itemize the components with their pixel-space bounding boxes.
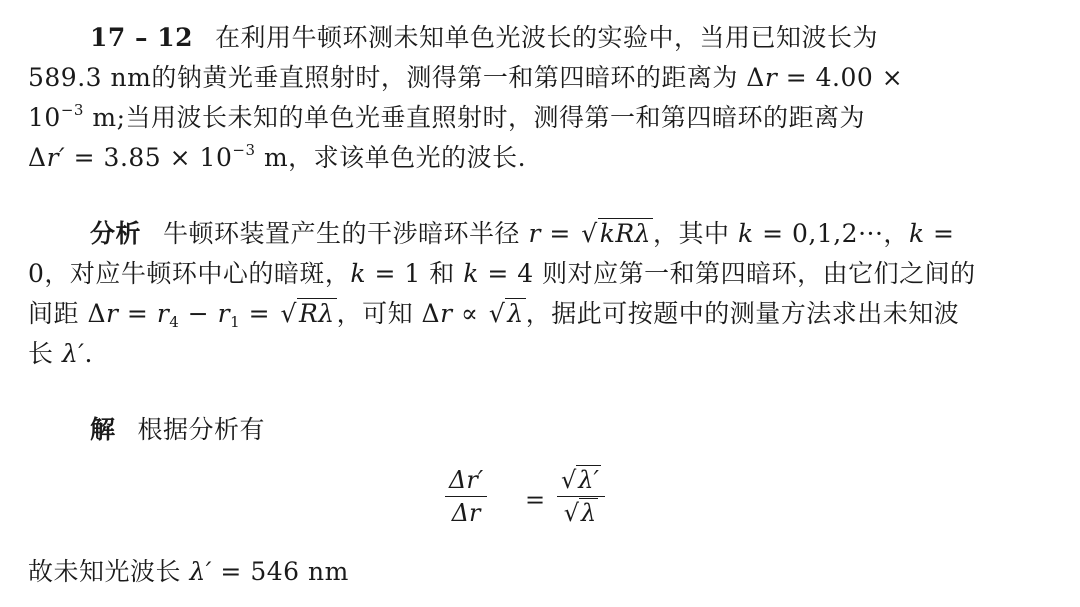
analysis-label: 分析 bbox=[90, 219, 142, 248]
analysis-text-2a: 0，对应牛顿环中心的暗斑， bbox=[28, 259, 351, 288]
subscript-4: 4 bbox=[169, 313, 180, 331]
var-k: k bbox=[908, 219, 925, 248]
analysis-text-3a: 间距 Δ bbox=[28, 299, 107, 328]
analysis-text-3c: ，据此可按题中的测量方法求出未知波 bbox=[525, 299, 960, 328]
problem-line-1 bbox=[90, 18, 1058, 58]
var-r: r bbox=[106, 299, 119, 328]
sqrt-body: λ bbox=[581, 499, 597, 527]
equals: = bbox=[118, 299, 157, 328]
proportional-symbol: ∝ bbox=[452, 299, 487, 328]
analysis-line-1 bbox=[90, 214, 1058, 254]
result-text: 故未知光波长 bbox=[28, 557, 190, 586]
var-k: k bbox=[463, 259, 479, 288]
solution-line bbox=[90, 410, 1058, 450]
sqrt-body: kRλ bbox=[599, 219, 652, 248]
sqrt-kRlambda: √kRλ bbox=[581, 219, 652, 248]
var-lambda-prime: λ′ bbox=[189, 557, 212, 586]
analysis-line-4 bbox=[28, 334, 1058, 374]
analysis-text-2c: = 4 则对应第一和第四暗环，由它们之间的 bbox=[478, 259, 976, 288]
minus: − bbox=[179, 299, 218, 328]
var-r4: r bbox=[156, 299, 170, 328]
equals: = bbox=[525, 486, 546, 514]
sqrt-body: λ′ bbox=[578, 466, 599, 494]
power-exponent: −3 bbox=[60, 101, 84, 119]
fraction-sqrt-lambda bbox=[557, 466, 605, 527]
fraction-delta-r bbox=[445, 466, 487, 527]
problem-line-4 bbox=[28, 138, 1058, 178]
problem-line-3 bbox=[28, 98, 1058, 138]
power-exponent: −3 bbox=[232, 141, 256, 159]
subscript-1: 1 bbox=[230, 313, 241, 331]
fraction-numerator: Δr′ bbox=[445, 466, 487, 497]
fraction-denominator: Δr bbox=[451, 499, 481, 527]
power-base: 10 bbox=[28, 103, 61, 132]
var-r: r bbox=[440, 299, 453, 328]
problem-text-1: 在利用牛顿环测未知单色光波长的实验中，当用已知波长为 bbox=[215, 23, 879, 52]
analysis-text-2b: = 1 和 bbox=[366, 259, 464, 288]
problem-line-2 bbox=[28, 58, 1058, 98]
problem-value: = 3.85 × 10 bbox=[65, 143, 233, 172]
analysis-text-4a: 长 bbox=[28, 339, 62, 368]
equation-ratio bbox=[445, 466, 645, 546]
problem-text-3: m;当用波长未知的单色光垂直照射时，测得第一和第四暗环的距离为 bbox=[83, 103, 866, 132]
solution-text: 根据分析有 bbox=[137, 415, 266, 444]
fraction-denominator: √λ bbox=[563, 499, 597, 527]
var-lambda-prime: λ′ bbox=[61, 339, 85, 368]
equals: = bbox=[540, 219, 580, 248]
result-line bbox=[28, 552, 1058, 592]
problem-text-4: m，求该单色光的波长. bbox=[255, 143, 527, 172]
analysis-text-1a: 牛顿环装置产生的干涉暗环半径 bbox=[163, 219, 529, 248]
analysis-text-3b: ，可知 Δ bbox=[336, 299, 441, 328]
analysis-line-3 bbox=[28, 294, 1058, 334]
var-r1: r bbox=[217, 299, 231, 328]
var-r: r bbox=[528, 219, 541, 248]
sqrt-body: λ bbox=[507, 299, 524, 328]
analysis-line-2 bbox=[28, 254, 1058, 294]
problem-text-2a: 589.3 nm的钠黄光垂直照射时，测得第一和第四暗环的距离为 Δ bbox=[28, 63, 765, 92]
analysis-text-1d: = bbox=[924, 219, 955, 248]
var-k: k bbox=[737, 219, 754, 248]
equals: = bbox=[240, 299, 279, 328]
result-value: = 546 nm bbox=[211, 557, 349, 586]
fraction-numerator: √λ′ bbox=[557, 466, 605, 497]
var-r-prime: r′ bbox=[46, 143, 66, 172]
var-k: k bbox=[350, 259, 367, 288]
analysis-text-1c: = 0,1,2···， bbox=[753, 219, 909, 248]
sqrt-Rlambda: √Rλ bbox=[280, 299, 335, 328]
var-r: r bbox=[764, 63, 778, 92]
sqrt-lambda: √λ bbox=[488, 299, 524, 328]
delta-symbol: Δ bbox=[28, 143, 47, 172]
analysis-text-4b: . bbox=[84, 339, 93, 368]
analysis-text-1b: ，其中 bbox=[653, 219, 738, 248]
solution-label: 解 bbox=[90, 415, 116, 444]
sqrt-body: Rλ bbox=[298, 299, 335, 328]
problem-number: 17 – 12 bbox=[90, 23, 193, 52]
problem-text-2b: = 4.00 × bbox=[777, 63, 904, 92]
